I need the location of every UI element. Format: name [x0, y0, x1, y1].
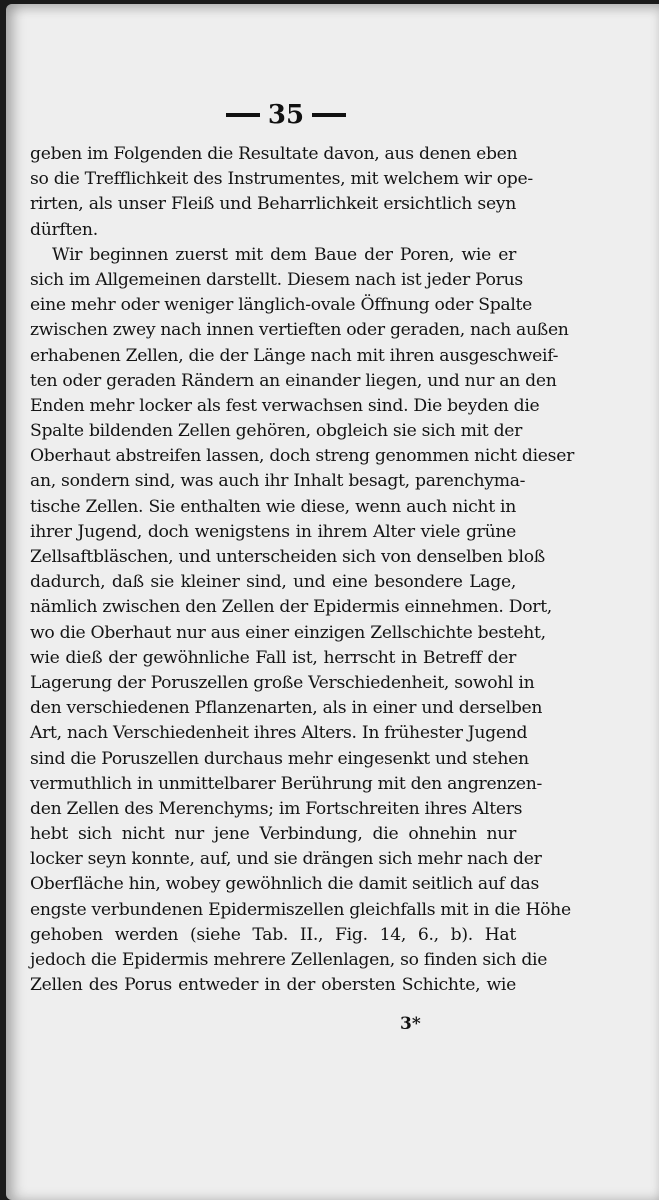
- body-text: [30, 142, 574, 998]
- text-line: eine mehr oder weniger länglich-ovale Öffnung oder Spalte: [30, 295, 533, 316]
- text-line: an, sondern sind, was auch ihr Inhalt besagt, parenchyma-: [30, 471, 526, 492]
- text-line: hebt sich nicht nur jene Verbindung, die ohnehin nur: [30, 824, 516, 845]
- text-line: so die Trefflichkeit des Instrumentes, mit welchem wir ope-: [30, 169, 533, 190]
- text-line: Oberfläche hin, wobey gewöhnlich die damit seitlich auf das: [30, 874, 540, 895]
- text-line: Spalte bildenden Zellen gehören, obgleich sie sich mit der: [30, 421, 523, 442]
- text-line: locker seyn konnte, auf, und sie drängen sich mehr nach der: [30, 849, 542, 870]
- text-line: Zellen des Porus entweder in der obersten Schichte, wie: [30, 975, 516, 996]
- text-line: Art, nach Verschiedenheit ihres Alters. In frühester Jugend: [30, 723, 528, 744]
- text-line: Lagerung der Poruszellen große Verschiedenheit, sowohl in: [30, 672, 535, 693]
- text-line: ten oder geraden Rändern an einander liegen, und nur an den: [30, 370, 557, 391]
- text-line: vermuthlich in unmittelbarer Berührung mit den angrenzen-: [30, 773, 542, 794]
- text-line: rirten, als unser Fleiß und Beharrlichkeit ersichtlich seyn: [30, 194, 516, 215]
- text-line: Oberhaut abstreifen lassen, doch streng genommen nicht dieser: [30, 446, 574, 467]
- text-line: Zellsaftbläschen, und unterscheiden sich von denselben bloß: [30, 547, 545, 567]
- text-line: wie dieß der gewöhnliche Fall ist, herrscht in Betreff der: [30, 647, 516, 668]
- header-dash-right: [312, 113, 346, 117]
- text-line: wo die Oberhaut nur aus einer einzigen Zellschichte besteht,: [30, 622, 546, 643]
- text-line: tische Zellen. Sie enthalten wie diese, wenn auch nicht in: [30, 496, 516, 517]
- text-line: dadurch, daß sie kleiner sind, und eine besondere Lage,: [30, 572, 516, 593]
- text-line: sind die Poruszellen durchaus mehr eingesenkt und stehen: [30, 748, 529, 769]
- text-line: jedoch die Epidermis mehrere Zellenlagen, so finden sich die: [30, 950, 548, 970]
- page-number: 35: [267, 100, 305, 130]
- signature-mark: 3*: [400, 1014, 421, 1034]
- text-line: sich im Allgemeinen darstellt. Diesem nach ist jeder Porus: [30, 269, 523, 290]
- text-line: geben im Folgenden die Resultate davon, aus denen eben: [30, 144, 518, 164]
- paragraph-start-line: Wir beginnen zuerst mit dem Baue der Poren, wie er: [52, 244, 516, 265]
- text-line: engste verbundenen Epidermiszellen gleichfalls mit in die Höhe: [30, 899, 571, 920]
- text-line: ihrer Jugend, doch wenigstens in ihrem Alter viele grüne: [30, 521, 516, 542]
- header-dash-left: [226, 113, 260, 117]
- text-line: den verschiedenen Pflanzenarten, als in einer und derselben: [30, 698, 543, 719]
- text-line: zwischen zwey nach innen vertieften oder geraden, nach außen: [30, 320, 569, 341]
- page-header: [226, 98, 346, 132]
- text-line: dürften.: [30, 219, 98, 240]
- text-line: nämlich zwischen den Zellen der Epidermis einnehmen. Dort,: [30, 597, 552, 618]
- text-line: erhabenen Zellen, die der Länge nach mit ihren ausgeschweif-: [30, 345, 559, 366]
- text-line: Enden mehr locker als fest verwachsen sind. Die beyden die: [30, 395, 540, 416]
- text-line: gehoben werden (siehe Tab. II., Fig. 14, 6., b). Hat: [30, 924, 516, 945]
- text-line: den Zellen des Merenchyms; im Fortschreiten ihres Alters: [30, 798, 523, 819]
